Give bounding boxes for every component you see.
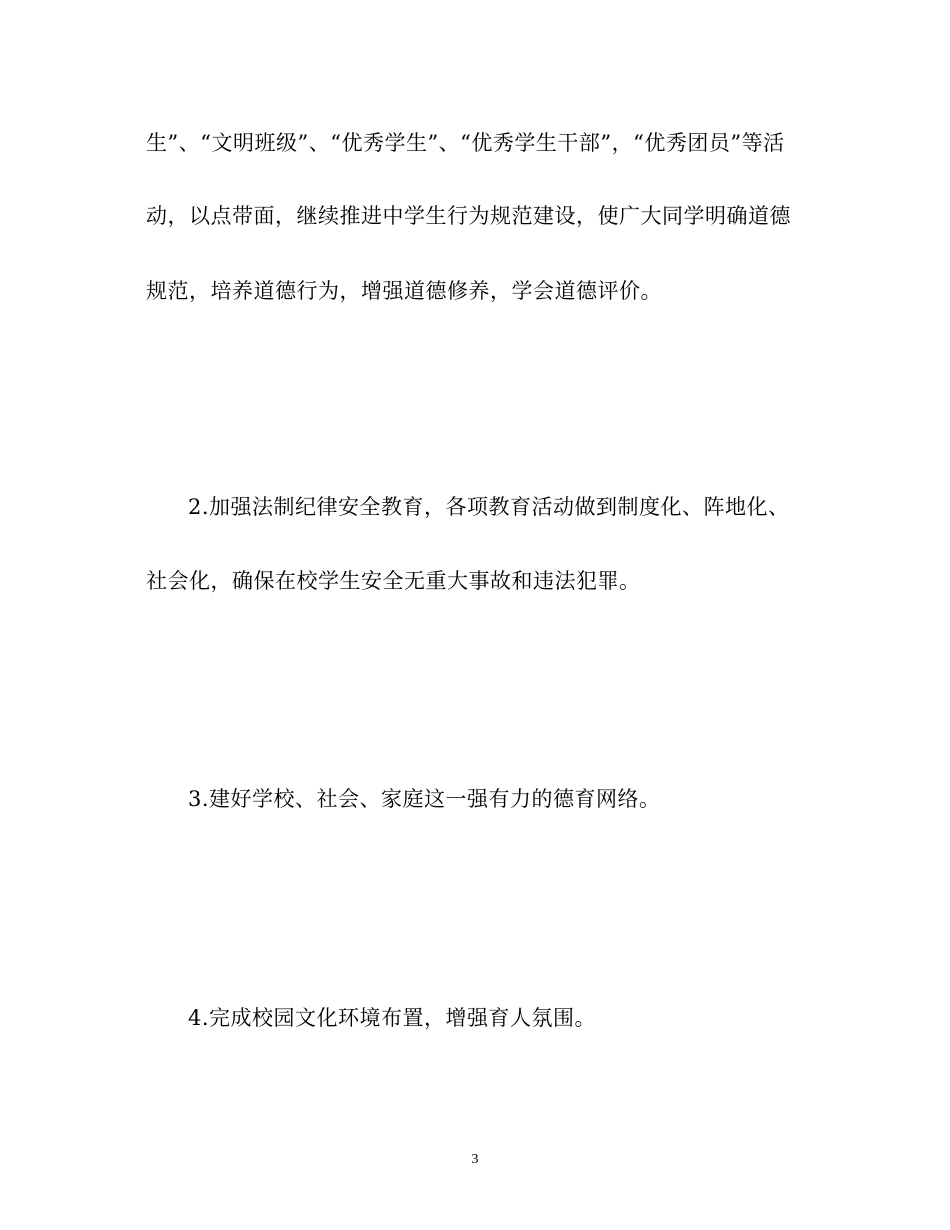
paragraph-1-line-3: 规范，培养道德行为，增强道德修养，学会道德评价。: [146, 279, 662, 303]
item-2-line-1: 2.加强法制纪律安全教育，各项教育活动做到制度化、阵地化、: [188, 495, 790, 519]
item-4-line-1: 4.完成校园文化环境布置，增强育人氛围。: [188, 1006, 597, 1030]
page-number: 3: [471, 1152, 479, 1167]
item-2-line-2: 社会化，确保在校学生安全无重大事故和违法犯罪。: [146, 569, 641, 593]
item-3-line-1: 3.建好学校、社会、家庭这一强有力的德育网络。: [188, 787, 661, 811]
paragraph-1-line-1: 生”、“文明班级”、“优秀学生”、“优秀学生干部”，“优秀团员”等活: [146, 131, 785, 155]
paragraph-1-line-2: 动，以点带面，继续推进中学生行为规范建设，使广大同学明确道德: [146, 204, 791, 228]
